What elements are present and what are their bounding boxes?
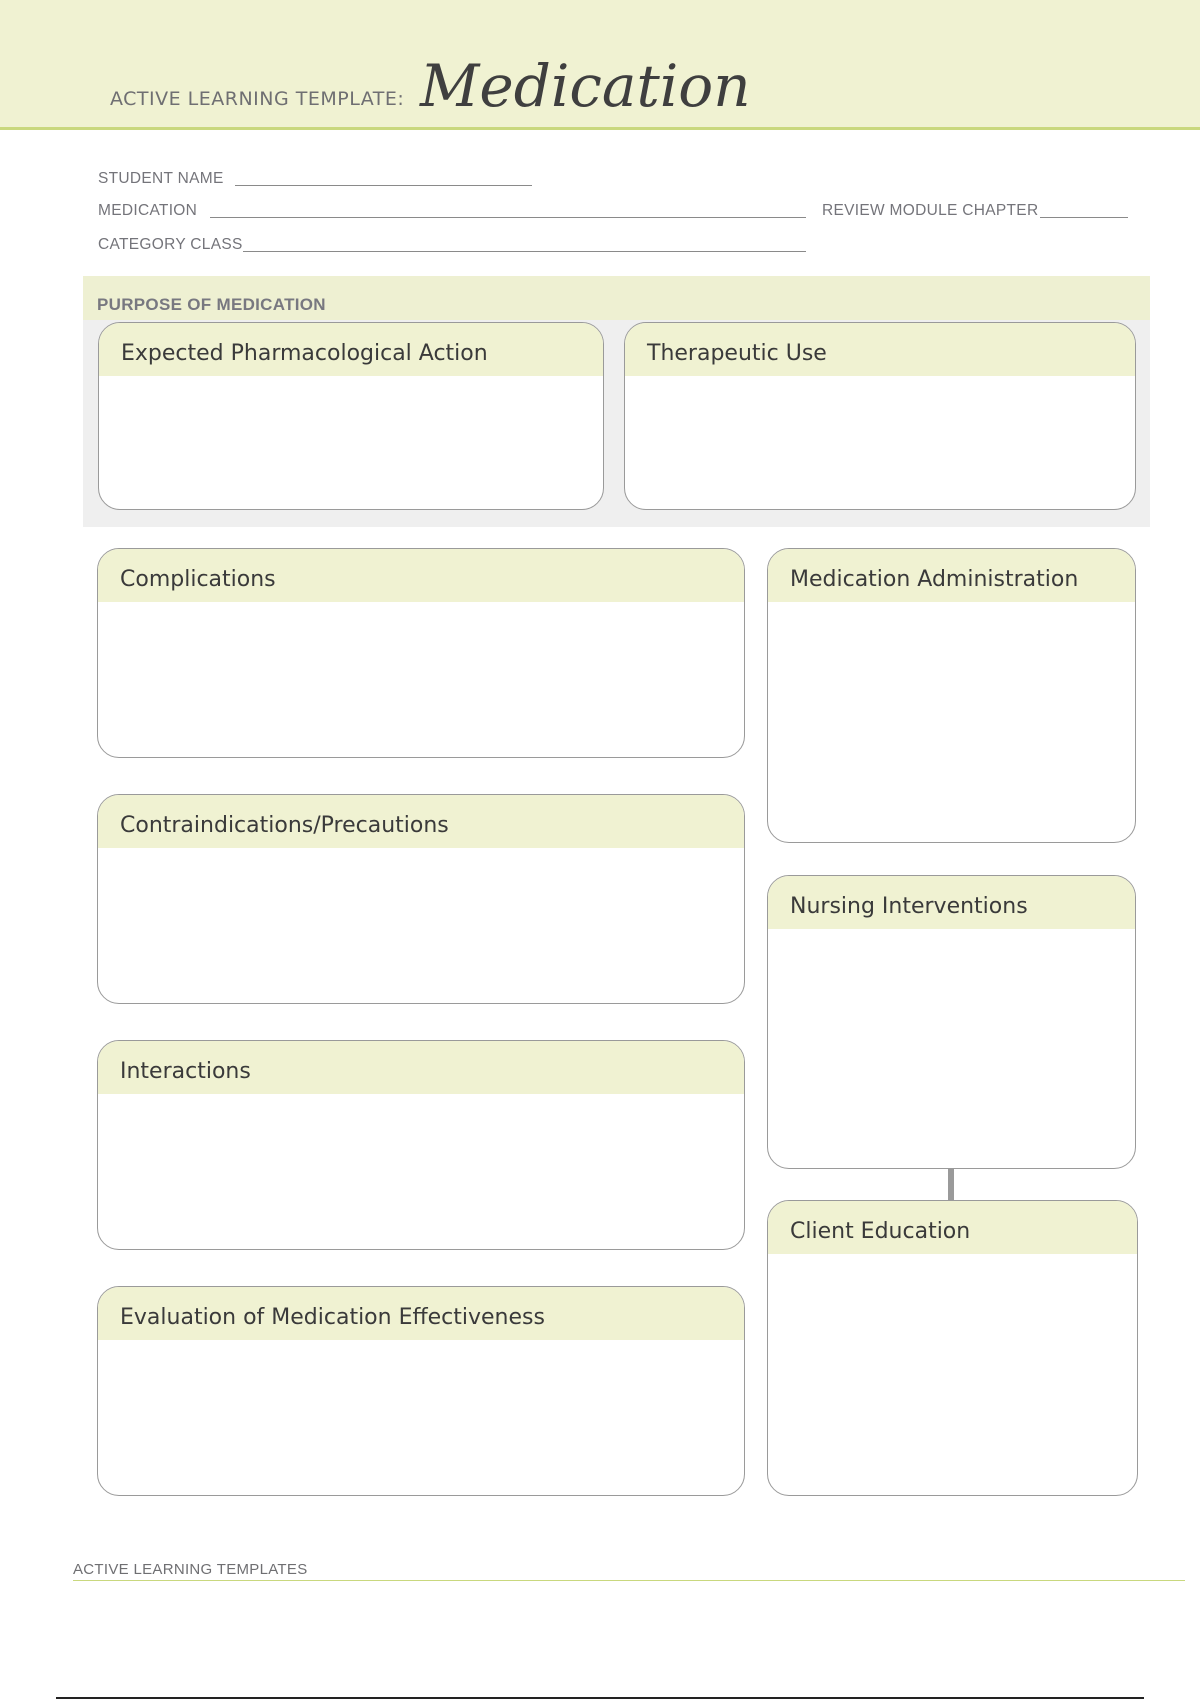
connector-line bbox=[948, 1168, 954, 1200]
box-title: Medication Administration bbox=[768, 549, 1135, 602]
box-title: Nursing Interventions bbox=[768, 876, 1135, 929]
header-label: ACTIVE LEARNING TEMPLATE: bbox=[110, 88, 405, 110]
footer-label: ACTIVE LEARNING TEMPLATES bbox=[73, 1561, 308, 1578]
interactions-box[interactable] bbox=[97, 1040, 745, 1250]
client-education-box[interactable] bbox=[767, 1200, 1138, 1496]
page-title: Medication bbox=[420, 52, 751, 120]
footer-divider bbox=[73, 1580, 1185, 1581]
contraindications-box[interactable] bbox=[97, 794, 745, 1004]
review-module-chapter-field[interactable] bbox=[1040, 217, 1128, 218]
box-title: Complications bbox=[98, 549, 744, 602]
box-title: Expected Pharmacological Action bbox=[99, 323, 603, 376]
box-title: Therapeutic Use bbox=[625, 323, 1135, 376]
student-name-field[interactable] bbox=[235, 185, 532, 186]
therapeutic-use-box[interactable] bbox=[624, 322, 1136, 510]
category-class-field[interactable] bbox=[243, 251, 806, 252]
expected-pharmacological-action-box[interactable] bbox=[98, 322, 604, 510]
box-title: Client Education bbox=[768, 1201, 1137, 1254]
complications-box[interactable] bbox=[97, 548, 745, 758]
medication-administration-box[interactable] bbox=[767, 548, 1136, 843]
purpose-label: PURPOSE OF MEDICATION bbox=[97, 295, 326, 314]
box-title: Contraindications/Precautions bbox=[98, 795, 744, 848]
box-title: Evaluation of Medication Effectiveness bbox=[98, 1287, 744, 1340]
bottom-border bbox=[56, 1697, 1144, 1699]
category-class-label: CATEGORY CLASS bbox=[98, 236, 243, 253]
nursing-interventions-box[interactable] bbox=[767, 875, 1136, 1169]
evaluation-box[interactable] bbox=[97, 1286, 745, 1496]
medication-field[interactable] bbox=[210, 217, 806, 218]
page-header bbox=[0, 0, 1200, 130]
box-title: Interactions bbox=[98, 1041, 744, 1094]
review-module-chapter-label: REVIEW MODULE CHAPTER bbox=[822, 202, 1039, 219]
medication-label: MEDICATION bbox=[98, 202, 198, 219]
student-name-label: STUDENT NAME bbox=[98, 170, 224, 187]
